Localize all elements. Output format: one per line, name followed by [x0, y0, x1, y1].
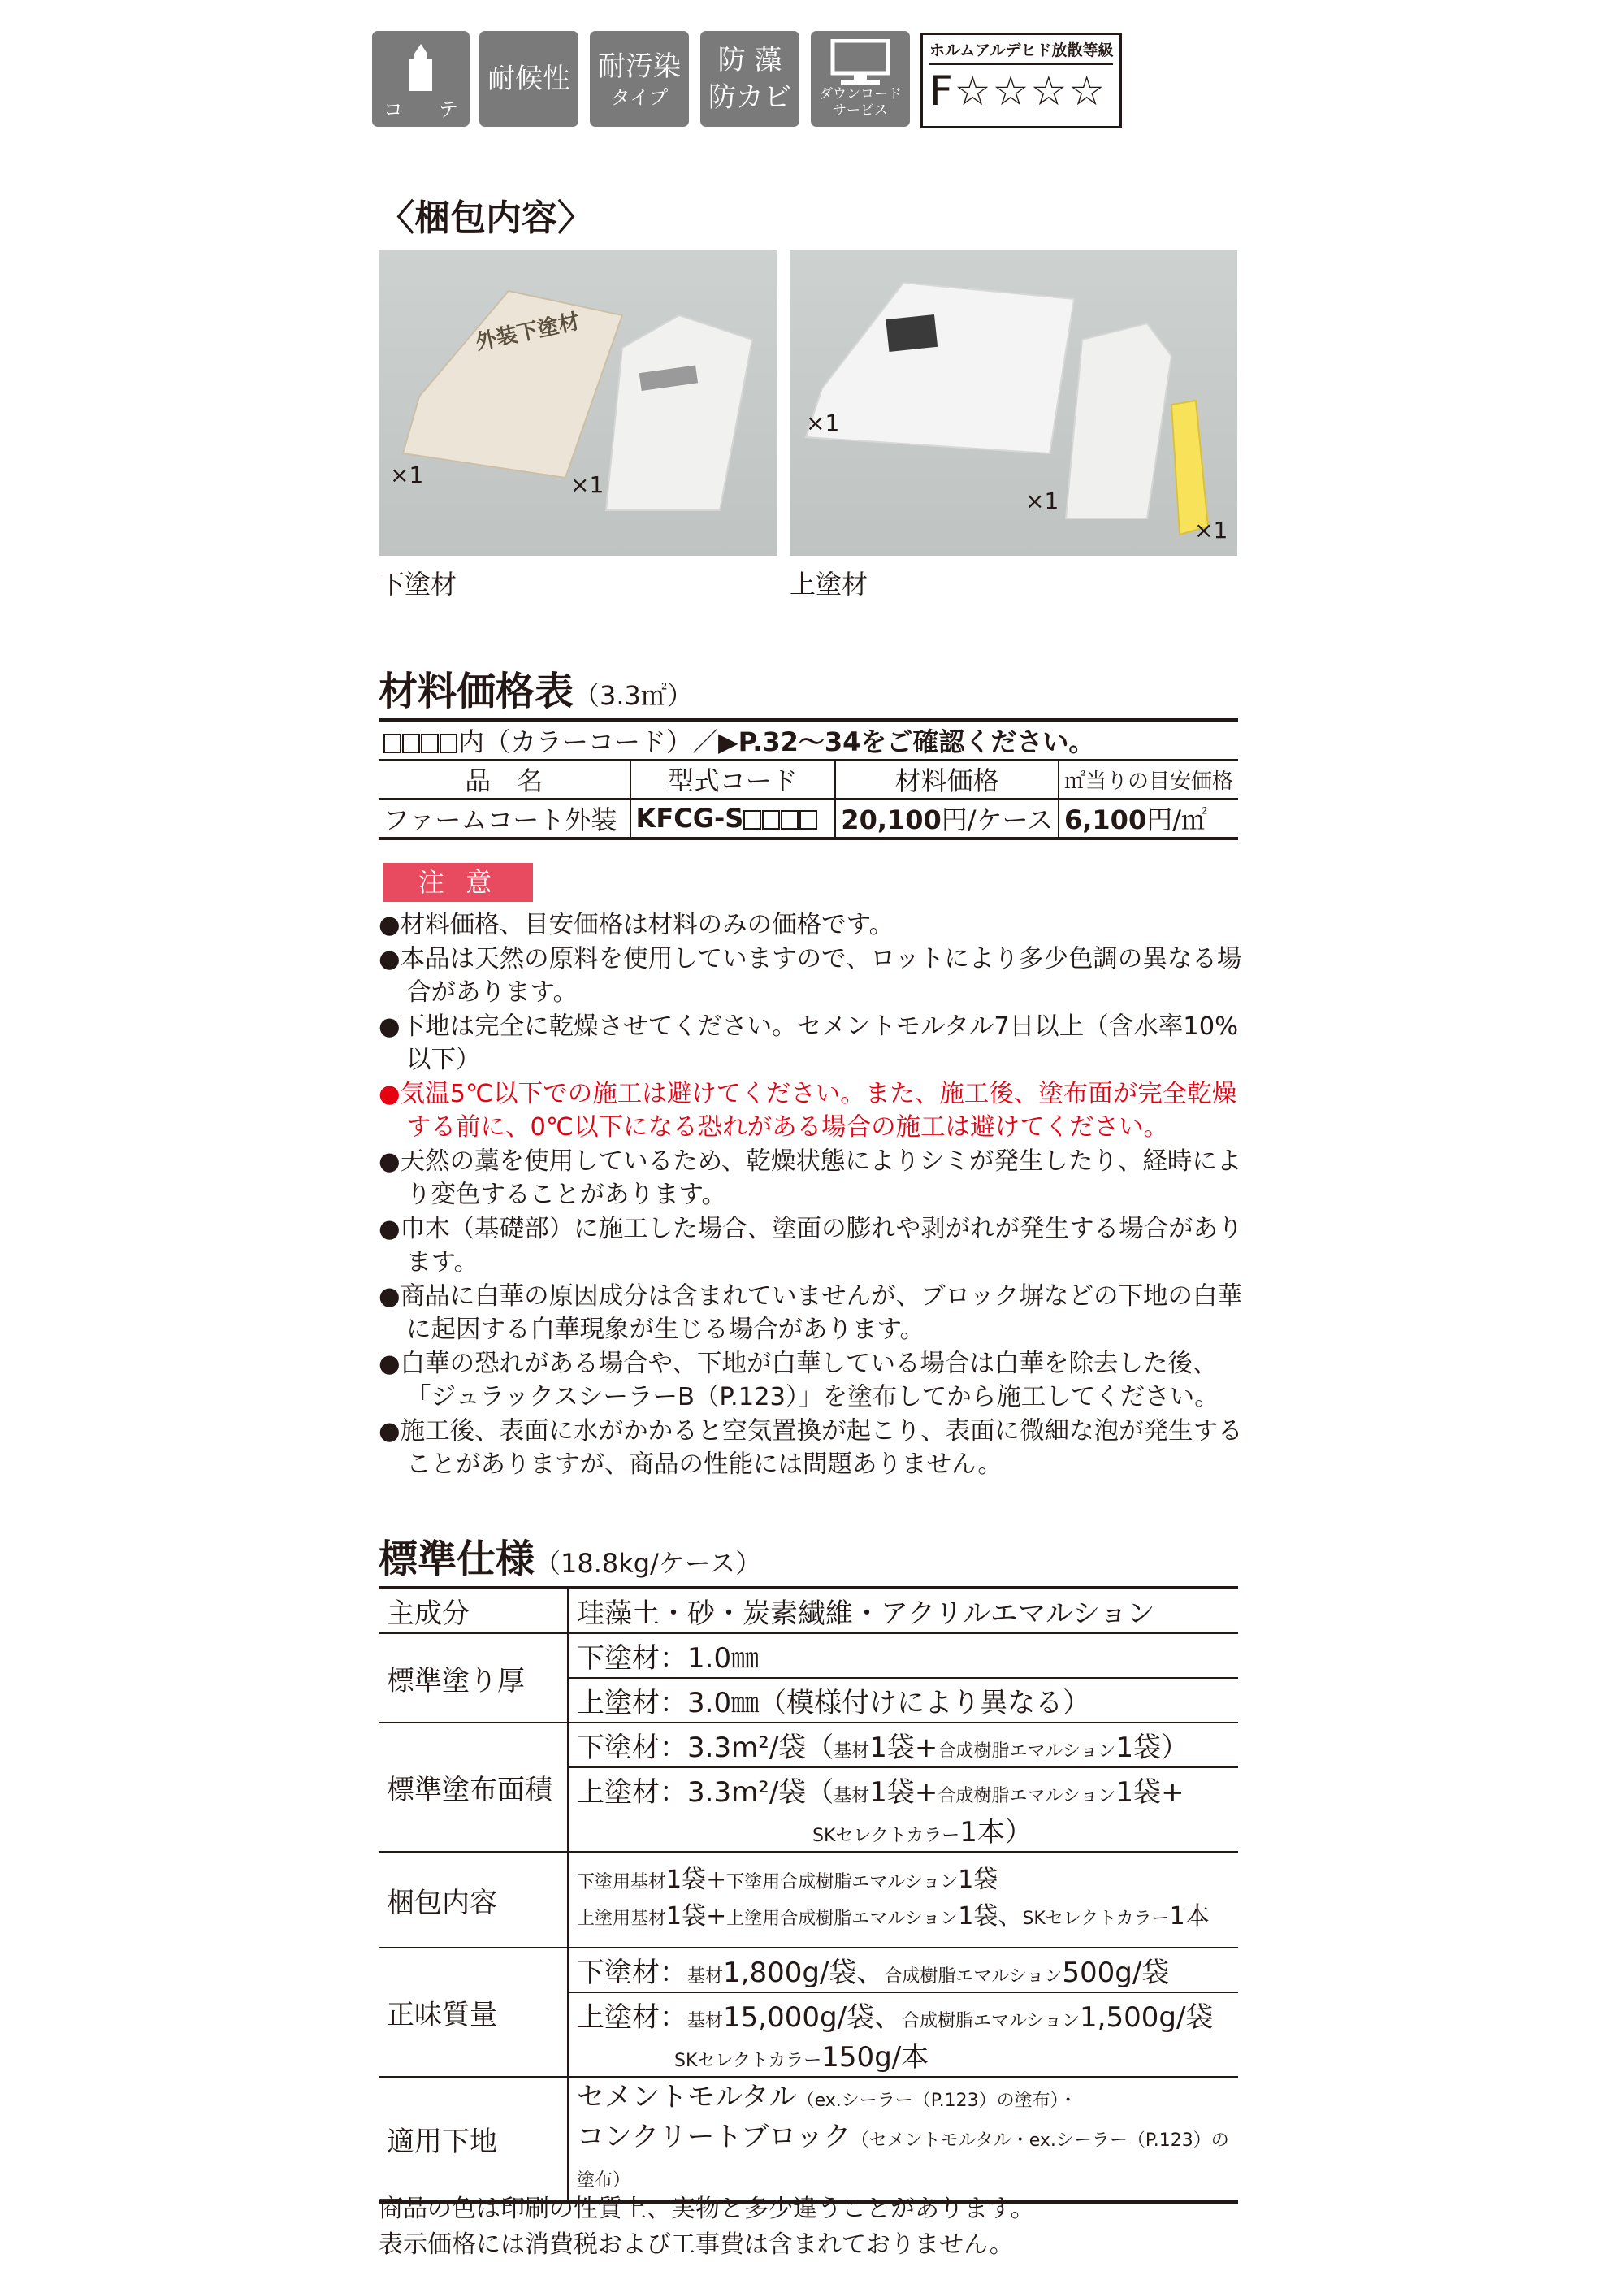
spec-main-label: 主成分	[379, 1588, 568, 1633]
download-badge	[811, 31, 910, 127]
spec-pack-1a: 下塗用基材	[577, 1872, 667, 1892]
download-badge-line2: サービス	[833, 102, 888, 119]
download-badge-line1: ダウンロード	[819, 86, 902, 102]
spec-base-label: 適用下地	[379, 2077, 568, 2202]
price-row-name: ファームコート外装	[379, 799, 630, 839]
price-note-ref: ▶P.32～34をご確認ください。	[718, 726, 1095, 757]
spec-area-under-c: 1袋+	[869, 1732, 938, 1764]
spec-row-mass-1	[379, 1948, 1238, 1992]
package-heading: 〈梱包内容〉	[379, 197, 593, 239]
spec-thick-under: 下塗材：1.0㎜	[568, 1633, 1238, 1678]
spec-row-main	[379, 1588, 1238, 1633]
price-header-price: 材料価格	[835, 760, 1059, 799]
mold-badge	[700, 31, 799, 127]
weather-badge	[479, 31, 578, 127]
caution-note-8: ●白華の恐れがある場合や、下地が白華している場合は白華を除去した後、「ジュラックスシーラーB（P.123）」を塗布してから施工してください。	[379, 1349, 1219, 1411]
spec-pack-2c: 上塗用合成樹脂エマルション	[726, 1909, 959, 1929]
price-note-row	[379, 720, 1238, 760]
price-row-code: KFCG-S	[635, 803, 744, 834]
spec-table	[379, 1586, 1238, 2204]
price-row-price-cell	[835, 799, 1059, 839]
spec-mass-top-f: SKセレクトカラー	[674, 2051, 822, 2071]
spec-mass-label: 正味質量	[379, 1948, 568, 2077]
stain-badge-line1: 耐汚染	[598, 50, 681, 83]
top-color-qty: ×1	[1194, 517, 1228, 544]
caution-note-3: ●下地は完全に乾燥させてください。セメントモルタル7日以上（含水率10%以下）	[379, 1012, 1239, 1074]
spec-thick-top: 上塗材：3.0㎜（模様付けにより異なる）	[568, 1678, 1238, 1723]
mold-badge-line2: 防カビ	[708, 81, 791, 114]
spec-mass-under	[568, 1948, 1238, 1992]
under-bag-image	[379, 250, 777, 556]
spec-mass-under-a: 下塗材：	[577, 1957, 687, 1989]
monitor-icon	[829, 39, 891, 86]
spec-thick-label: 標準塗り厚	[379, 1633, 568, 1723]
spec-pack-label: 梱包内容	[379, 1852, 568, 1948]
price-header-name: 品 名	[379, 760, 630, 799]
spec-mass-top-c: 15,000g/袋、	[723, 2001, 903, 2034]
spec-area-top	[568, 1767, 1238, 1852]
caution-notes	[379, 908, 1248, 1482]
spec-mass-top-d: 合成樹脂エマルション	[902, 2011, 1081, 2031]
spec-mass-top	[568, 1992, 1238, 2077]
price-header-per-m2: ㎡当りの目安価格	[1059, 760, 1238, 799]
spec-mass-top-b: 基材	[687, 2011, 724, 2031]
spec-base-2a: コンクリートブロック	[577, 2121, 851, 2153]
caution-note-6: ●巾木（基礎部）に施工した場合、塗面の膨れや剥がれが発生する場合があります。	[379, 1214, 1243, 1277]
spec-area-under-d: 合成樹脂エマルション	[938, 1741, 1116, 1762]
spec-area-top-d: 合成樹脂エマルション	[938, 1786, 1116, 1806]
spec-area-top-a: 上塗材：3.3m²/袋（	[577, 1776, 834, 1809]
spec-pack-value	[568, 1852, 1238, 1948]
spec-heading-unit: （18.8kg/ケース）	[535, 1548, 762, 1579]
under-material-photo	[379, 250, 777, 556]
stain-badge	[590, 31, 689, 127]
spec-area-under-a: 下塗材：3.3m²/袋（	[577, 1732, 834, 1764]
trowel-icon	[405, 42, 437, 93]
price-row-code-cell	[630, 799, 836, 839]
spec-area-under-b: 基材	[834, 1741, 870, 1762]
spec-area-top-g: 1本）	[959, 1816, 1033, 1849]
price-heading	[379, 660, 693, 716]
spec-area-label: 標準塗布面積	[379, 1723, 568, 1852]
formaldehyde-grade-box	[920, 33, 1122, 128]
spec-base-1a: セメントモルタル	[577, 2081, 797, 2113]
price-row-price-unit: 円/ケース	[941, 804, 1053, 835]
top-emulsion-qty: ×1	[1025, 488, 1059, 514]
price-header-code: 型式コード	[630, 760, 836, 799]
spec-row-pack	[379, 1852, 1238, 1948]
kote-char-1: コ	[383, 98, 403, 121]
price-row-per-m2-cell	[1059, 799, 1238, 839]
price-heading-unit: （3.3㎡）	[574, 680, 693, 711]
top-material-caption: 上塗材	[790, 569, 868, 600]
spec-mass-top-e: 1,500g/袋	[1080, 2001, 1214, 2034]
spec-row-base	[379, 2077, 1238, 2202]
formaldehyde-grade-title: ホルムアルデヒド放散等級	[929, 38, 1113, 65]
top-bag-qty: ×1	[806, 410, 840, 436]
spec-pack-2e: SKセレクトカラー	[1022, 1909, 1170, 1929]
spec-area-top-c: 1袋+	[869, 1776, 938, 1809]
under-material-caption: 下塗材	[379, 569, 457, 600]
spec-area-top-f: SKセレクトカラー	[812, 1826, 960, 1846]
footer-notes	[379, 2191, 1035, 2263]
caution-label: 注 意	[383, 863, 533, 902]
spec-heading-title: 標準仕様	[379, 1537, 535, 1582]
spec-base-2b: （セメントモルタル・ex.シーラー（P.123）の塗布）	[577, 2130, 1229, 2191]
spec-row-thick-1	[379, 1633, 1238, 1678]
spec-pack-2f: 1本	[1169, 1902, 1210, 1931]
price-table	[379, 718, 1238, 840]
spec-mass-top-g: 150g/本	[821, 2041, 929, 2074]
caution-note-1: ●材料価格、目安価格は材料のみの価格です。	[379, 911, 894, 939]
footer-line-1: 商品の色は印刷の性質上、実物と多少違うことがあります。	[379, 2195, 1035, 2223]
spec-row-area-1	[379, 1723, 1238, 1767]
spec-area-under-e: 1袋）	[1115, 1732, 1189, 1764]
price-row-per-m2-unit: 円/㎡	[1146, 804, 1207, 835]
caution-note-4: ●気温5℃以下での施工は避けてください。また、施工後、塗布面が完全乾燥する前に、0℃以下になる恐れがある場合の施工は避けてください。	[379, 1079, 1237, 1142]
caution-note-9: ●施工後、表面に水がかかると空気置換が起こり、表面に微細な泡が発生することがありますが、商品の性能には問題ありません。	[379, 1416, 1243, 1479]
price-header-row	[379, 760, 1238, 799]
kote-badge	[372, 31, 470, 127]
spec-area-under	[568, 1723, 1238, 1767]
price-data-row	[379, 799, 1238, 839]
stain-badge-line2: タイプ	[610, 86, 669, 109]
spec-mass-under-d: 合成樹脂エマルション	[884, 1966, 1063, 1987]
footer-line-2: 表示価格には消費税および工事費は含まれておりません。	[379, 2230, 1014, 2259]
spec-pack-1d: 1袋	[958, 1866, 998, 1894]
formaldehyde-grade-rating: F☆☆☆☆	[929, 67, 1107, 115]
under-bag-qty: ×1	[390, 462, 424, 488]
spec-base-1b: （ex.シーラー（P.123）の塗布）・	[796, 2091, 1077, 2111]
price-note-cell	[379, 720, 1238, 760]
under-bag-label: 外装下塗材	[473, 309, 582, 356]
under-emulsion-qty: ×1	[570, 471, 604, 498]
spec-base-value	[568, 2077, 1238, 2202]
price-note-suffix: 内（カラーコード）／	[458, 726, 719, 757]
price-row-price: 20,100	[841, 804, 942, 835]
caution-note-2: ●本品は天然の原料を使用していますので、ロットにより多少色調の異なる場合があります。	[379, 944, 1242, 1007]
spec-pack-1b: 1袋+	[666, 1866, 727, 1894]
spec-mass-top-a: 上塗材：	[577, 2001, 687, 2034]
spec-pack-2b: 1袋+	[666, 1902, 727, 1931]
price-row-per-m2: 6,100	[1063, 804, 1147, 835]
spec-pack-2a: 上塗用基材	[577, 1909, 667, 1929]
spec-mass-under-b: 基材	[687, 1966, 724, 1987]
caution-note-7: ●商品に白華の原因成分は含まれていませんが、ブロック塀などの下地の白華に起因する白華現象が生じる場合があります。	[379, 1281, 1243, 1344]
mold-badge-line1: 防 藻	[717, 44, 782, 76]
weather-badge-label: 耐候性	[487, 63, 570, 95]
spec-area-top-e: 1袋+	[1115, 1776, 1184, 1809]
top-material-photo	[790, 250, 1237, 556]
spec-pack-2d: 1袋、	[958, 1902, 1023, 1931]
caution-note-5: ●天然の藁を使用しているため、乾燥状態によりシミが発生したり、経時により変色することがあります。	[379, 1146, 1242, 1209]
spec-main-value: 珪藻土・砂・炭素繊維・アクリルエマルション	[568, 1588, 1238, 1633]
spec-mass-under-c: 1,800g/袋、	[723, 1957, 885, 1989]
price-heading-title: 材料価格表	[379, 669, 574, 714]
spec-heading	[379, 1528, 761, 1584]
spec-area-top-b: 基材	[834, 1786, 870, 1806]
spec-pack-1c: 下塗用合成樹脂エマルション	[726, 1872, 959, 1892]
kote-char-2: テ	[439, 98, 458, 121]
top-bag-image	[790, 250, 1237, 556]
spec-mass-under-e: 500g/袋	[1062, 1957, 1170, 1989]
